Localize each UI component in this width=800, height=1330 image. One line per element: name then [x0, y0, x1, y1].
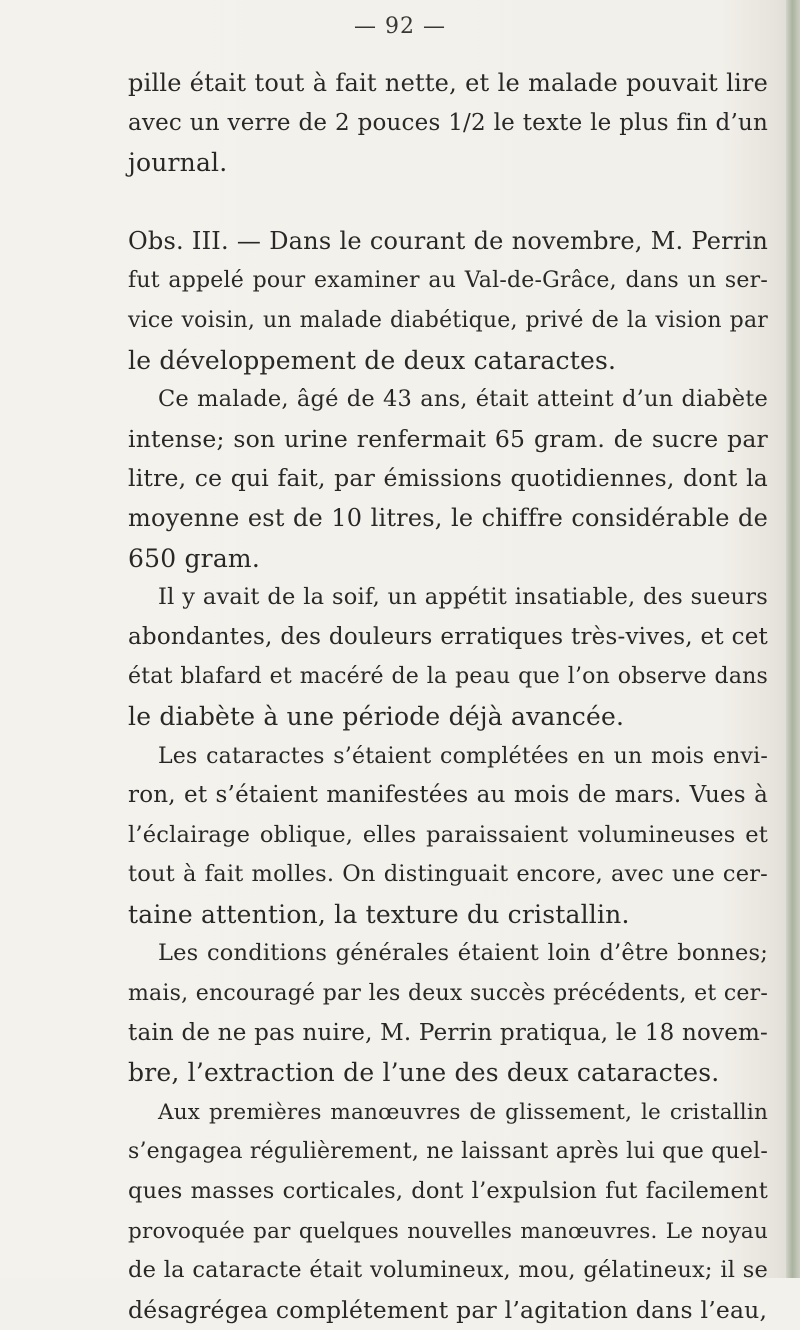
text-line: pille était tout à fait nette, et le malade pouvait lire [128, 69, 768, 97]
text-line: de la cataracte était volumineux, mou, gélatineux; il se [128, 1257, 768, 1284]
page-number: — 92 — [354, 14, 446, 39]
text-line: Les conditions générales étaient loin d’être bonnes; [158, 940, 768, 967]
text-line: intense; son urine renfermait 65 gram. de sucre par [128, 424, 768, 453]
text-line: l’éclairage oblique, elles paraissaient volumineuses et [128, 821, 768, 848]
text-line: ron, et s’étaient manifestées au mois de mars. Vues à [128, 782, 768, 809]
text-line: tout à fait molles. On distinguait encore, avec une cer- [128, 861, 768, 888]
text-line: le diabète à une période déjà avancée. [128, 701, 625, 731]
text-line: journal. [128, 148, 228, 178]
text-line: s’engagea régulièrement, ne laissant après lui que quel- [128, 1139, 768, 1165]
text-line: Ce malade, âgé de 43 ans, était atteint d’un diabète [158, 386, 768, 413]
page-edge [786, 0, 800, 1278]
text-line: Il y avait de la soif, un appétit insatiable, des sueurs [158, 584, 768, 611]
text-line: Aux premières manœuvres de glissement, le cristallin [158, 1099, 768, 1125]
body-text [128, 64, 768, 1330]
text-line: ques masses corticales, dont l’expulsion fut facilement [128, 1178, 768, 1205]
text-line: litre, ce qui fait, par émissions quotidiennes, dont la [128, 464, 768, 493]
text-line: le développement de deux cataractes. [128, 345, 617, 375]
text-line: tain de ne pas nuire, M. Perrin pratiqua, le 18 novem- [128, 1019, 768, 1046]
text-line: désagrégea complétement par l’agitation dans l’eau, [128, 1295, 768, 1324]
text-line: taine attention, la texture du cristallin. [128, 899, 630, 929]
text-line: Les cataractes s’étaient complétées en un mois envi- [158, 743, 768, 769]
text-line: vice voisin, un malade diabétique, privé de la vision par [128, 307, 768, 333]
text-line: mais, encouragé par les deux succès précédents, et cer- [128, 981, 768, 1007]
text-line: provoquée par quelques nouvelles manœuvres. Le noyau [128, 1218, 768, 1244]
text-line: avec un verre de 2 pouces 1/2 le texte le plus fin d’un [128, 109, 768, 136]
text-line: état blafard et macéré de la peau que l’on observe dans [128, 664, 768, 690]
text-line: moyenne est de 10 litres, le chiffre considérable de [128, 503, 768, 532]
text-line: bre, l’extraction de l’une des deux cataractes. [128, 1058, 720, 1088]
text-line: 650 gram. [128, 543, 260, 573]
observation-heading-line: Obs. III. — Dans le courant de novembre, M. Perrin [128, 226, 768, 255]
text-line: abondantes, des douleurs erratiques très-vives, et cet [128, 623, 768, 650]
text-line: fut appelé pour examiner au Val-de-Grâce, dans un ser- [128, 268, 768, 294]
